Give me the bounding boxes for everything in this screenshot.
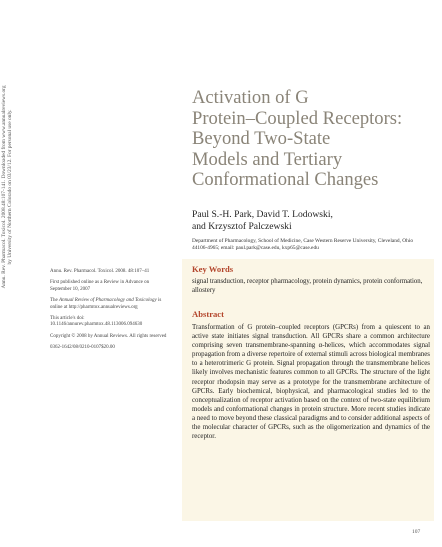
- abstract-text: Transformation of G protein–coupled receptors (GPCRs) from a quiescent to an active state initiates signal transduction. All GPCRs share a common architecture comprising seven transmembrane-spanning α-helices, which accommodates signal propagation from a diverse repertoire of external stimuli across biological membranes to a heterotrimeric G protein. Signal propagation through the transmembrane helices likely involves mechanistic features common to all GPCRs. The structure of the light receptor rhodopsin may serve as a prototype for the transmembrane architecture of GPCRs. Early biochemical, biophysical, and pharmacological studies led to the conceptualization of receptor activation based on the context of two-state equilibrium models and conformational changes in protein structure. More recent studies indicate a need to move beyond these classical paradigms and to consider additional aspects of the molecular character of GPCRs, such as the oligomerization and dynamics of the receptor.: [192, 324, 430, 441]
- download-notice: [0, 0, 14, 547]
- title-line: Beyond Two-State: [192, 128, 331, 150]
- copyright: Copyright © 2008 by Annual Reviews. All rights reserved: [50, 333, 167, 339]
- online-note-prefix: The: [50, 298, 58, 304]
- publication-date: First published online as a Review in Advance on September 10, 2007: [50, 280, 150, 292]
- authors-line: Paul S.-H. Park, David T. Lodowski,: [192, 209, 333, 220]
- keywords-text: signal transduction, receptor pharmacology, protein dynamics, protein conformation, allostery: [192, 278, 423, 294]
- issn: 0362-1642/08/0210-0107$20.00: [50, 345, 115, 351]
- online-note-suffix: is online at http://pharmtox.annualreviews.org: [50, 298, 162, 310]
- page-number: 107: [412, 529, 421, 535]
- online-note: [50, 298, 170, 311]
- title-line: Activation of G: [192, 87, 309, 108]
- keywords-heading: Key Words: [192, 264, 234, 274]
- article-title: [192, 88, 432, 191]
- article-metadata: [50, 269, 170, 357]
- title-line: Protein–Coupled Receptors:: [192, 107, 403, 129]
- citation: Annu. Rev. Pharmacol. Toxicol. 2008. 48:107–41: [50, 269, 150, 274]
- download-notice-line-1: Annu. Rev. Pharmacol. Toxicol. 2008.48:107-141. Downloaded from www.annualreviews.org: [1, 85, 7, 289]
- abstract-heading: Abstract: [192, 309, 224, 319]
- download-notice-line-2: by University of Northern Colorado on 03/23/12. For personal use only.: [7, 109, 14, 265]
- download-notice-text: [1, 67, 15, 307]
- affiliation: Department of Pharmacology, School of Medicine, Case Western Reserve University, Cleveland, Ohio 44106-4965; email: paul.park@case.edu, kxp65@case.edu: [192, 238, 414, 251]
- journal-name: Annual Review of Pharmacology and Toxicology: [59, 298, 157, 304]
- authors-line: and Krzysztof Palczewski: [192, 221, 292, 233]
- title-line: Conformational Changes: [192, 169, 379, 191]
- title-line: Models and Tertiary: [192, 148, 343, 170]
- doi: This article's doi: 10.1146/annurev.pharmtox.48.113006.094630: [50, 316, 143, 328]
- authors: [192, 209, 432, 234]
